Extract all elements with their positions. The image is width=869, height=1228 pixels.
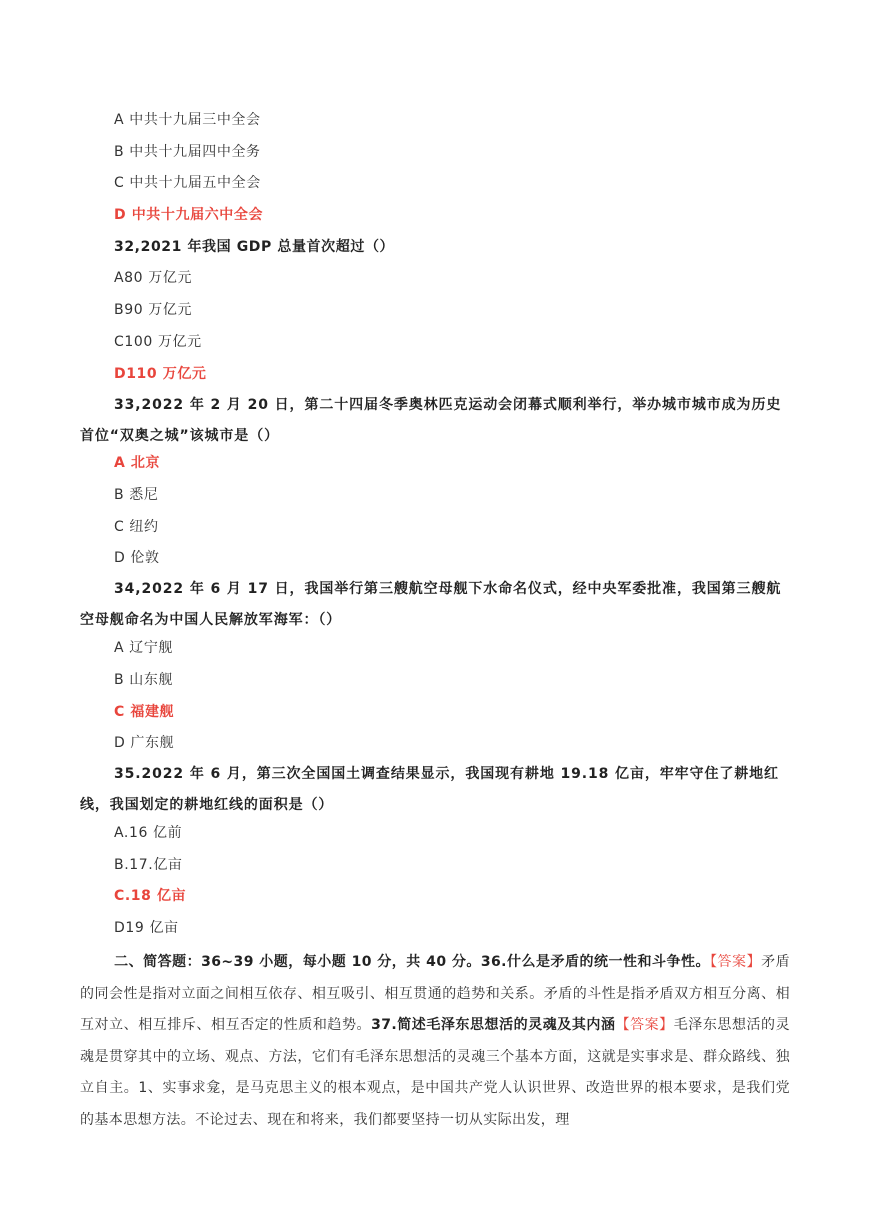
q33-option-b: B 悉尼 (114, 487, 159, 503)
q33-question: 33,2022 年 2 月 20 日，第二十四届冬季奥林匹克运动会闭幕式顺利举行，举办城市城市成为历史首位“双奥之城”该城市是（） (80, 397, 782, 444)
q34-option-c-correct: C 福建舰 (114, 704, 175, 720)
q32-option-d-correct: D110 万亿元 (114, 366, 207, 382)
answer-tag: 【答案】 (710, 954, 762, 970)
q34-option-a: A 辽宁舰 (114, 640, 174, 656)
short-answer-section (80, 947, 790, 1136)
q32-option-b: B90 万亿元 (114, 302, 193, 318)
q34-question: 34,2022 年 6 月 17 日，我国举行第三艘航空母舰下水命名仪式，经中央军委批准，我国第三艘航空母舰命名为中国人民解放军海军：（） (80, 581, 782, 628)
answer-text: 矛盾的同会性是指对立面之间相互依存、相互吸引、相互贯通的趋势和关系。矛盾的斗性是指矛盾双方相互分离、相互对立、相互排斥、相互否定的性质和趋势。 (80, 954, 790, 1033)
q35-question: 35.2022 年 6 月，第三次全国国土调查结果显示，我国现有耕地 19.18 亿亩，牢牢守住了耕地红线，我国划定的耕地红线的面积是（） (80, 766, 779, 813)
answer-tag: 【答案】 (615, 1017, 674, 1033)
q33-option-d: D 伦敦 (114, 550, 160, 566)
q34-option-b: B 山东舰 (114, 672, 174, 688)
q31-option-a: A 中共十九届三中全会 (114, 112, 261, 128)
q35-option-c-correct: C.18 亿亩 (114, 888, 187, 904)
q34-option-d: D 广东舰 (114, 735, 175, 751)
q35-option-b: B.17.亿亩 (114, 857, 183, 873)
q37-question: 37.简述毛泽东思想活的灵魂及其内涵 (371, 1017, 616, 1033)
q33-option-a-correct: A 北京 (114, 455, 161, 471)
q35-option-a: A.16 亿前 (114, 825, 183, 841)
q32-option-c: C100 万亿元 (114, 334, 202, 350)
q32-option-a: A80 万亿元 (114, 270, 193, 286)
section-heading: 二、简答题：36~39 小题，每小题 10 分，共 40 分。36.什么是矛盾的统一性和斗争性。 (114, 954, 711, 970)
q33-option-c: C 纽约 (114, 519, 159, 535)
q32-question: 32,2021 年我国 GDP 总量首次超过（） (114, 239, 395, 255)
q31-option-c: C 中共十九届五中全会 (114, 175, 261, 191)
q31-option-b: B 中共十九届四中全务 (114, 144, 261, 160)
answer-text: 毛泽东思想活的灵魂是贯穿其中的立场、观点、方法，它们有毛泽东思想活的灵魂三个基本方面，这就是实事求是、群众路线、独立自主。1、实事求龛，是马克思主义的根本观点，是中国共产党人认识世界、改造世界的根本要求，是我们党的基本思想方法。不论过去、现在和将来，我们都要坚持一切从实际出发，理 (80, 1017, 791, 1128)
q35-option-d: D19 亿亩 (114, 920, 179, 936)
q31-option-d-correct: D 中共十九届六中全会 (114, 207, 264, 223)
